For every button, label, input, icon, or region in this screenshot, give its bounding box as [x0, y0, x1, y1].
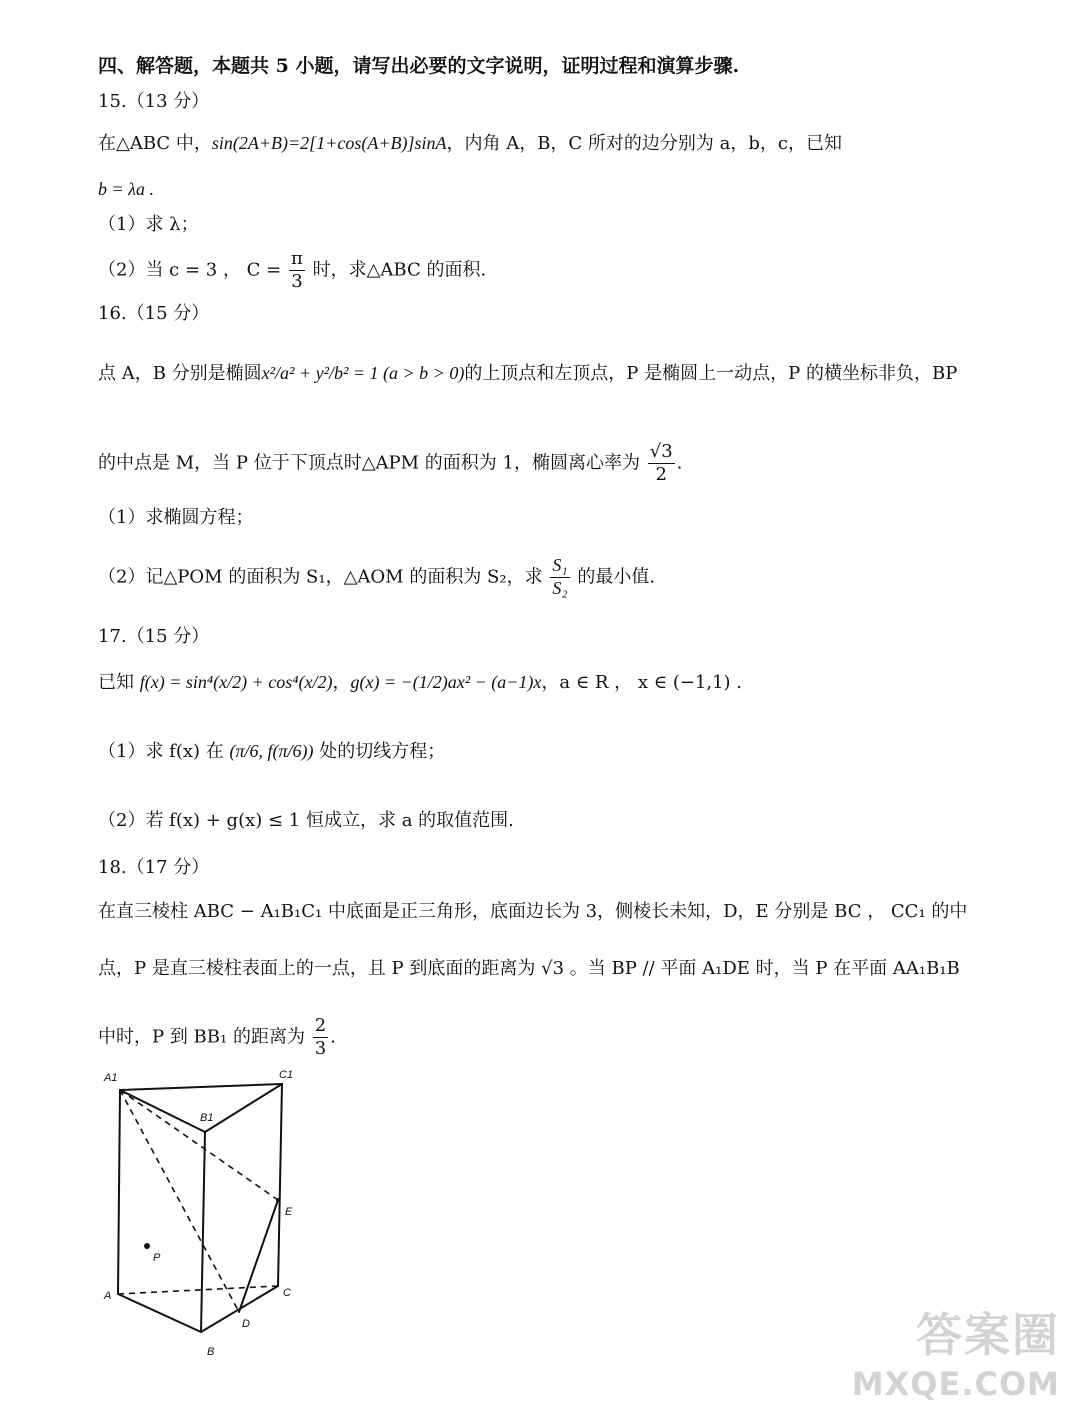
fraction-denominator: S₂ — [552, 577, 568, 598]
q17-given-suffix: ，a ∈ R ， x ∈ (−1,1) . — [541, 672, 743, 693]
q18-line1: 在直三棱柱 ABC − A₁B₁C₁ 中底面是正三角形，底面边长为 3，侧棱长未知，D，E 分别是 BC ， CC₁ 的中 — [98, 901, 968, 922]
edge-c1-c — [278, 1084, 282, 1286]
q17-given: 已知 f(x) = sin⁴(x/2) + cos⁴(x/2)，g(x) = −(1/2)ax² − (a−1)x，a ∈ R ， x ∈ (−1,1) . — [98, 672, 743, 693]
q18-line3 — [98, 1016, 336, 1059]
section-heading: 四、解答题，本题共 5 小题，请写出必要的文字说明，证明过程和演算步骤. — [98, 55, 740, 77]
fraction-numerator: π — [291, 248, 303, 269]
q17-part1-prefix: （1）求 f(x) 在 — [98, 741, 224, 762]
prism-figure — [0, 1065, 320, 1385]
q16-line1 — [98, 364, 957, 383]
q16-part2 — [98, 556, 655, 599]
f-definition: f(x) = sin⁴(x/2) + cos⁴(x/2) — [139, 672, 333, 692]
label-a: A — [104, 1290, 112, 1302]
q17-part1-suffix: 处的切线方程； — [319, 741, 446, 762]
q18-line2: 点，P 是直三棱柱表面上的一点，且 P 到底面的距离为 √3 。当 BP // 平面 A₁DE 时，当 P 在平面 AA₁B₁B — [98, 958, 960, 979]
q16-line1-prefix: 点 A，B 分别是椭圆 — [98, 363, 262, 384]
q18-header: 18.（17 分） — [98, 857, 210, 878]
eccentricity-fraction — [648, 442, 675, 485]
q15-header: 15.（13 分） — [98, 91, 210, 112]
label-b: B — [207, 1346, 215, 1358]
label-a1: A1 — [104, 1072, 118, 1084]
label-c1: C1 — [279, 1069, 294, 1081]
q15-stem-equation: sin(2A+B)=2[1+cos(A+B)]sinA — [211, 133, 447, 153]
q17-part2: （2）若 f(x) + g(x) ≤ 1 恒成立，求 a 的取值范围. — [98, 810, 514, 831]
edge-a1-c1 — [120, 1084, 282, 1090]
q17-header: 17.（15 分） — [98, 626, 210, 647]
edge-a1-a — [118, 1090, 120, 1294]
edge-a-b — [118, 1294, 201, 1332]
area-ratio-fraction — [550, 556, 569, 599]
label-p: P — [153, 1252, 161, 1264]
q16-header: 16.（15 分） — [98, 303, 210, 324]
fraction-numerator: S₁ — [550, 556, 569, 578]
q16-part2-suffix: 的最小值. — [577, 566, 656, 588]
q16-part2-prefix: （2）记△POM 的面积为 S₁，△AOM 的面积为 S₂，求 — [98, 566, 543, 588]
edge-a-c-hidden — [118, 1286, 278, 1294]
watermark-logo-text: 答案圈 — [916, 1308, 1060, 1362]
q18-line3-suffix: . — [330, 1026, 336, 1048]
segment-a1-d-hidden — [120, 1090, 239, 1312]
fraction-denominator: 2 — [655, 463, 667, 485]
point-p — [144, 1243, 150, 1249]
q17-part1 — [98, 742, 445, 761]
edge-a1-b1 — [120, 1090, 205, 1132]
q16-line1-suffix: 的上顶点和左顶点，P 是椭圆上一动点，P 的横坐标非负，BP — [464, 363, 958, 384]
label-b1: B1 — [200, 1112, 214, 1124]
q15-stem — [98, 134, 842, 153]
distance-fraction — [313, 1016, 328, 1059]
segment-d-e — [239, 1200, 278, 1312]
q16-part1: （1）求椭圆方程； — [98, 507, 254, 528]
q16-line2: 的中点是 M，当 P 位于下顶点时△APM 的面积为 1，椭圆离心率为 $\frac{√3}{2}$ . — [98, 441, 683, 485]
q15-stem-line2: b = λa . — [98, 179, 154, 199]
edge-b1-c1 — [205, 1084, 282, 1132]
label-c: C — [283, 1287, 291, 1299]
q15-stem-prefix: 在△ABC 中， — [98, 133, 212, 154]
q15-part2-suffix: 时，求△ABC 的面积. — [312, 259, 487, 281]
ellipse-equation: x²/a² + y²/b² = 1 (a > b > 0) — [261, 363, 465, 383]
q15-part1: （1）求 λ； — [98, 214, 199, 235]
edge-b1-b — [201, 1132, 205, 1332]
tangent-point: (π/6, f(π/6)) — [229, 741, 314, 761]
segment-a1-e-hidden — [120, 1090, 278, 1200]
fraction-numerator: 2 — [314, 1015, 327, 1036]
label-d: D — [242, 1318, 250, 1330]
point-e — [276, 1198, 280, 1202]
watermark-url: MXQE.COM — [851, 1365, 1060, 1403]
fraction-numerator: √3 — [649, 441, 673, 462]
q15-stem-suffix: ，内角 A，B，C 所对的边分别为 a，b，c，已知 — [446, 133, 842, 154]
q15-part2-prefix: （2）当 c = 3 ， C = — [98, 259, 282, 281]
q18-line3-prefix: 中时，P 到 BB₁ 的距离为 — [98, 1026, 305, 1048]
watermark — [852, 1299, 1060, 1403]
g-definition: g(x) = −(1/2)ax² − (a−1)x — [350, 672, 542, 692]
q17-given-prefix: 已知 — [98, 672, 134, 693]
q15-part2 — [98, 249, 486, 292]
q15-part2-fraction — [289, 249, 305, 292]
fraction-denominator: 3 — [314, 1037, 327, 1059]
fraction-denominator: 3 — [291, 270, 303, 292]
q16-line2-prefix: 的中点是 M，当 P 位于下顶点时△APM 的面积为 1，椭圆离心率为 — [98, 452, 640, 474]
label-e: E — [285, 1206, 293, 1218]
